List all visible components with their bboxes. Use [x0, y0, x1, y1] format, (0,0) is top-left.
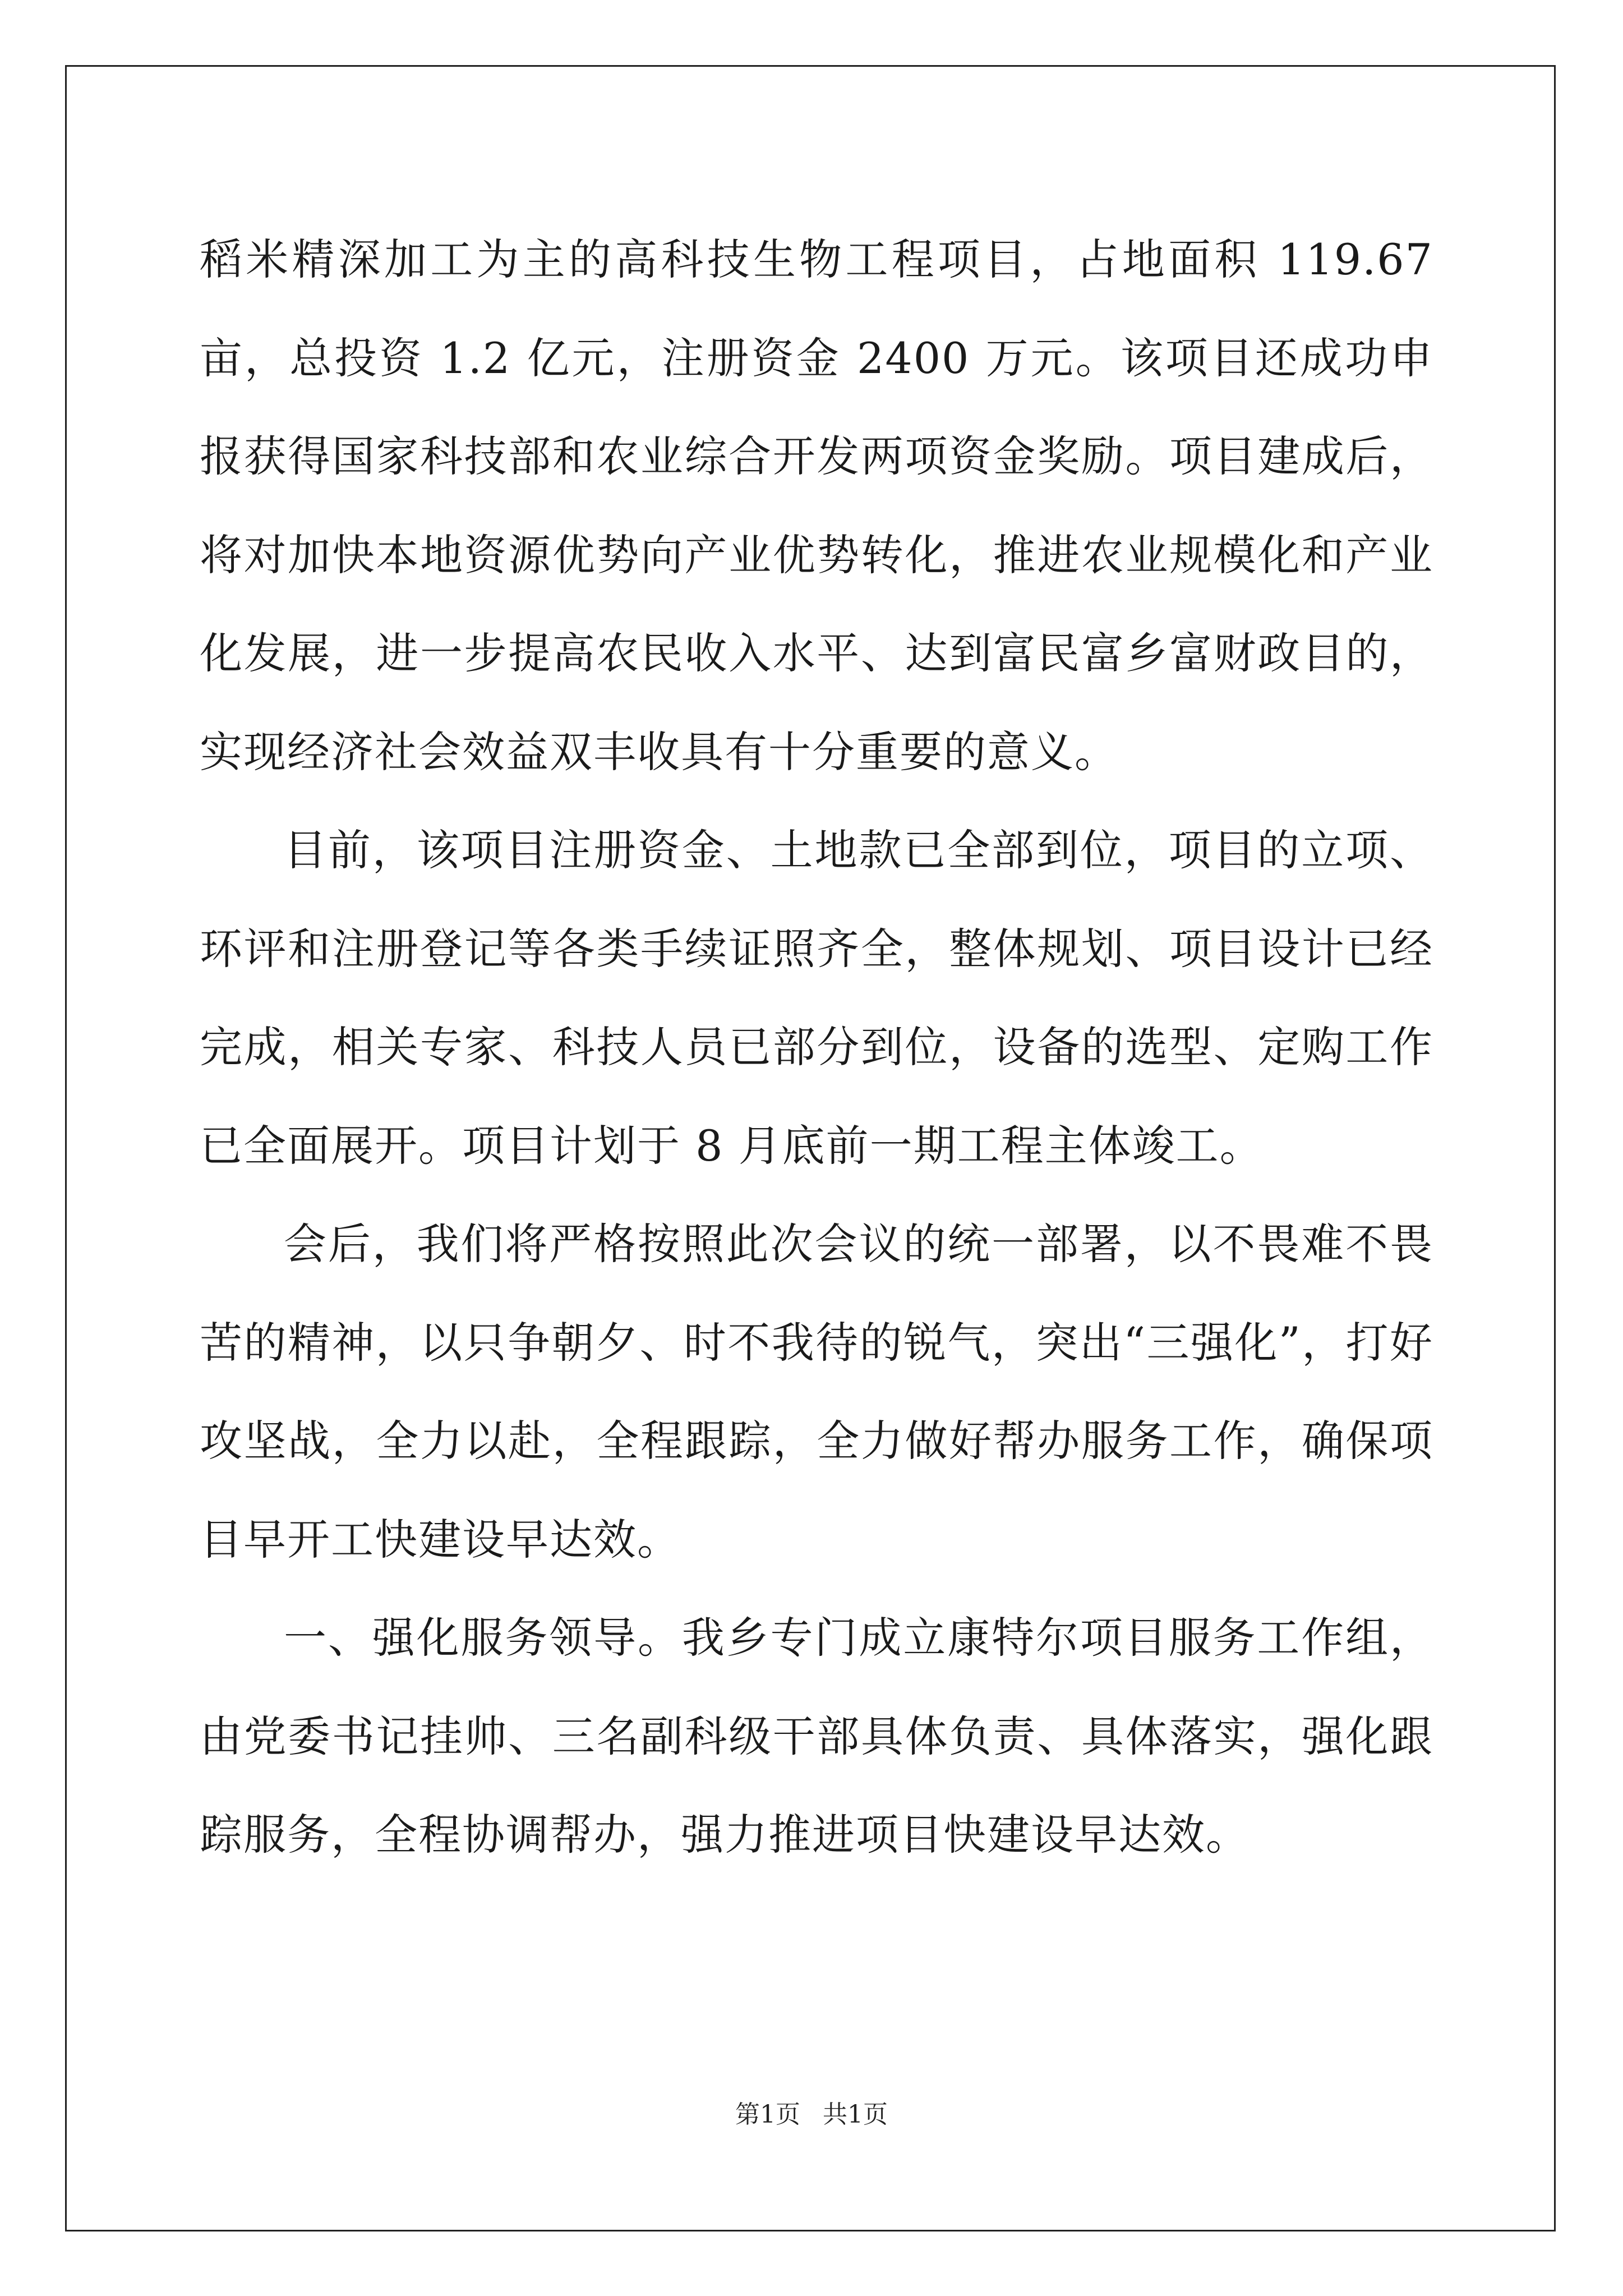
page-total: 共1页	[823, 2100, 888, 2129]
document-body	[200, 210, 1433, 1884]
page-footer	[0, 2098, 1623, 2132]
paragraph-4: 一、强化服务领导。我乡专门成立康特尔项目服务工作组，由党委书记挂帅、三名副科级干部具体负责、具体落实，强化跟踪服务，全程协调帮办，强力推进项目快建设早达效。	[200, 1613, 1433, 1860]
page-number: 第1页	[735, 2100, 800, 2129]
paragraph-2: 目前，该项目注册资金、土地款已全部到位，项目的立项、环评和注册登记等各类手续证照齐全，整体规划、项目设计已经完成，相关专家、科技人员已部分到位，设备的选型、定购工作已全面展开。项目计划于 8 月底前一期工程主体竣工。	[200, 825, 1433, 1171]
paragraph-3: 会后，我们将严格按照此次会议的统一部署，以不畏难不畏苦的精神，以只争朝夕、时不我待的锐气，突出“三强化”，打好攻坚战，全力以赴，全程跟踪，全力做好帮办服务工作，确保项目早开工快建设早达效。	[200, 1219, 1433, 1565]
paragraph-1: 稻米精深加工为主的高科技生物工程项目，占地面积 119.67 亩，总投资 1.2 亿元，注册资金 2400 万元。该项目还成功申报获得国家科技部和农业综合开发两项资金奖励。项目建成后，将对加快本地资源优势向产业优势转化，推进农业规模化和产业化发展，进一步提高农民收入水平、达到富民富乡富财政目的，实现经济社会效益双丰收具有十分重要的意义。	[200, 234, 1433, 777]
